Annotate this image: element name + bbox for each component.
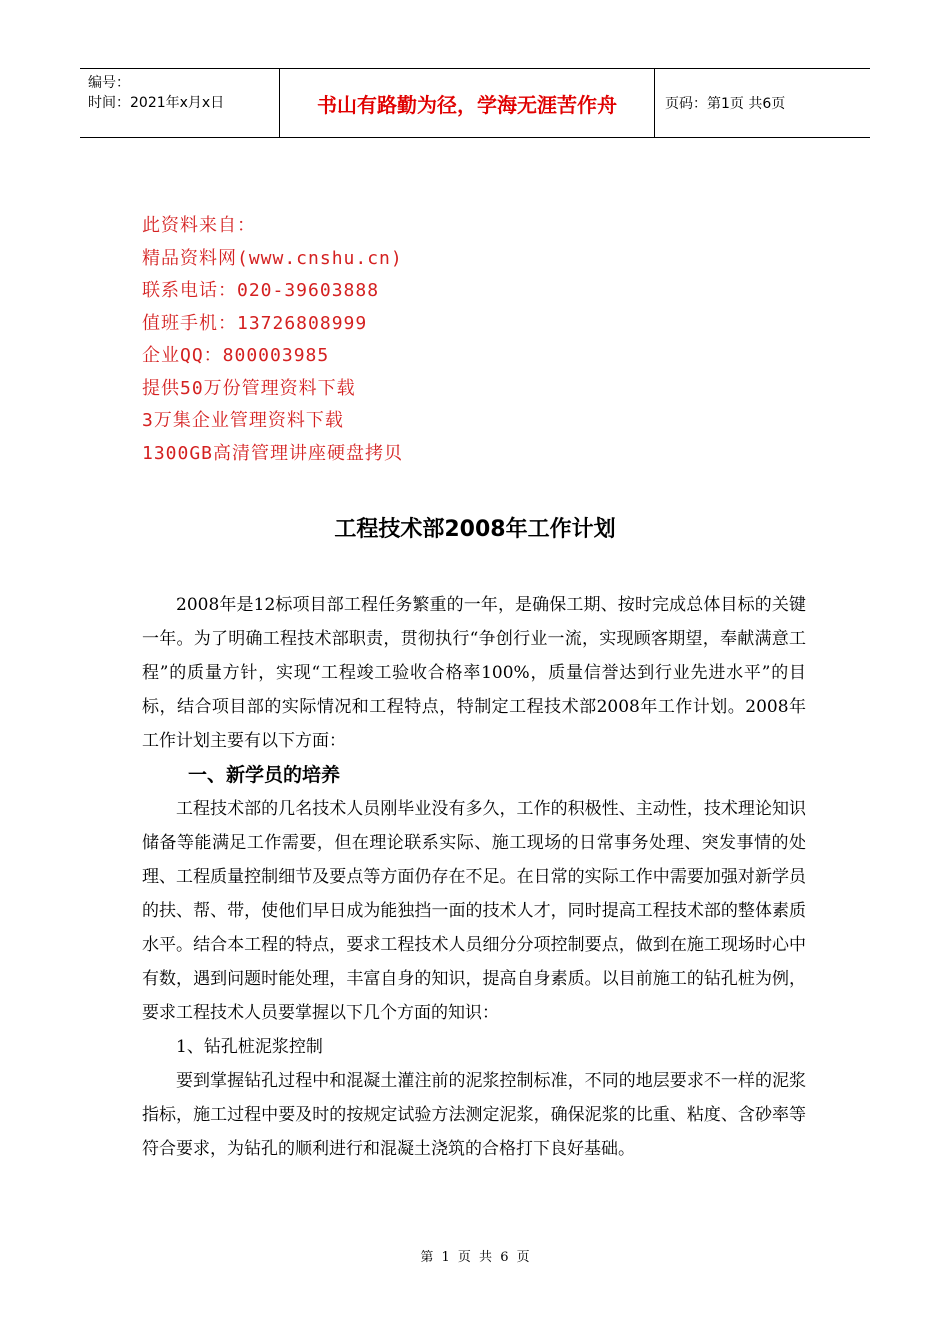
intro-paragraph: 2008年是12标项目部工程任务繁重的一年，是确保工期、按时完成总体目标的关键一年。为了明确工程技术部职责，贯彻执行“争创行业一流，实现顾客期望，奉献满意工程”的质量方针，实现“工程竣工验收合格率100%，质量信誉达到行业先进水平”的目标，结合项目部的实际情况和工程特点，特制定工程技术部2008年工作计划。2008年工作计划主要有以下方面：: [142, 595, 806, 751]
motto: 书山有路勤为径，学海无涯苦作舟: [280, 69, 655, 137]
promo-line: 精品资料网(www.cnshu.cn): [142, 247, 403, 269]
section-heading: 一、新学员的培养: [188, 764, 341, 786]
page-info: 页码：第1页 共6页: [665, 96, 786, 112]
promo-block: [142, 210, 403, 470]
section-paragraph: 工程技术部的几名技术人员刚毕业没有多久，工作的积极性、主动性，技术理论知识储备等能满足工作需要，但在理论联系实际、施工现场的日常事务处理、突发事情的处理、工程质量控制细节及要点等方面仍存在不足。在日常的实际工作中需要加强对新学员的扶、帮、带，使他们早日成为能独挡一面的技术人才，同时提高工程技术部的整体素质水平。结合本工程的特点，要求工程技术人员细分分项控制要点，做到在施工现场时心中有数，遇到问题时能处理，丰富自身的知识，提高自身素质。以目前施工的钻孔桩为例，要求工程技术人员要掌握以下几个方面的知识：: [142, 799, 806, 1023]
document-title: 工程技术部2008年工作计划: [334, 517, 616, 542]
promo-line: 3万集企业管理资料下载: [142, 410, 344, 431]
time-label: 时间：2021年x月x日: [88, 95, 225, 111]
item-heading: 1、钻孔桩泥浆控制: [176, 1037, 323, 1057]
page-footer: 第 1 页 共 6 页: [420, 1250, 530, 1265]
promo-line: 值班手机：13726808999: [142, 312, 368, 334]
header-meta-cell: [80, 69, 280, 137]
header-table: [80, 68, 870, 138]
promo-line: 提供50万份管理资料下载: [142, 377, 356, 399]
promo-line: 此资料来自：: [142, 215, 256, 236]
promo-line: 联系电话：020-39603888: [142, 280, 380, 301]
serial-label: 编号：: [88, 75, 130, 91]
promo-line: 企业QQ：800003985: [142, 345, 330, 366]
promo-line: 1300GB高清管理讲座硬盘拷贝: [142, 442, 404, 464]
document-body: [142, 588, 806, 1166]
item-paragraph: 要到掌握钻孔过程中和混凝土灌注前的泥浆控制标准，不同的地层要求不一样的泥浆指标，施工过程中要及时的按规定试验方法测定泥浆，确保泥浆的比重、粘度、含砂率等符合要求，为钻孔的顺利进行和混凝土浇筑的合格打下良好基础。: [142, 1071, 806, 1159]
